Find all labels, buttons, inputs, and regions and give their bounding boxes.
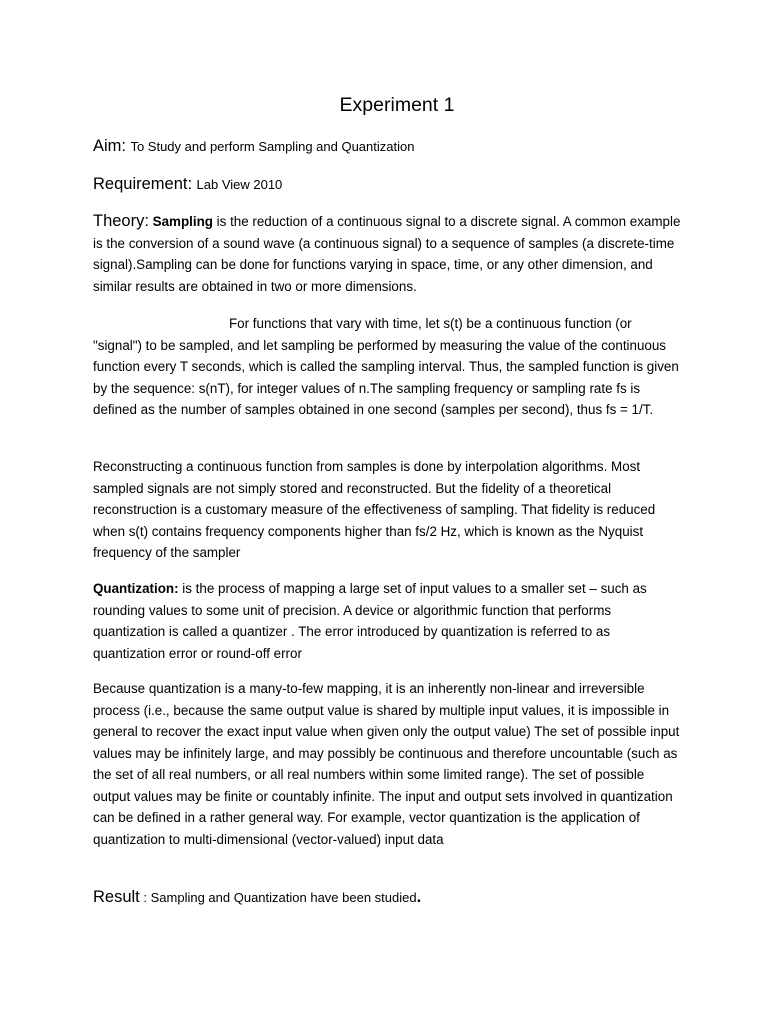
requirement-line [93,175,282,194]
theory-term: Sampling [152,214,213,229]
reconstruct-paragraph: Reconstructing a continuous function from samples is done by interpolation algorithms. Most sampled signals are not simply stored and reconstructed. But the fidelity of a theoretical reconstruction is a customary measure of the effectiveness of sampling. That fidelity is reduced when s(t) contains frequency components higher than fs/2 Hz, which is known as the Nyquist frequency of the sampler [93,459,656,560]
quantization-label: Quantization: [93,581,179,596]
aim-label: Aim: [93,137,126,155]
functions-paragraph [93,313,683,421]
quantization-paragraph [93,578,683,664]
quantization-text: is the process of mapping a large set of input values to a smaller set – such as rounding values to some unit of precision. A device or algorithmic function that performs quantization is called a quantizer . The error introduced by quantization is referred to as quantization error or round-off error [93,581,647,661]
result-separator: : [139,890,151,905]
functions-text: For functions that vary with time, let s(t) be a continuous function (or "signal") to be sampled, and let sampling be performed by measuring the value of the continuous function every T seconds, which is called the sampling interval. Thus, the sampled function is given by the sequence: s(nT), for integer values of n.The sampling frequency or sampling rate fs is defined as the number of samples obtained in one second (samples per second), thus fs = 1/T. [93,316,679,417]
theory-text: is the reduction of a continuous signal to a discrete signal. A common example is the conversion of a sound wave (a continuous signal) to a sequence of samples (a discrete-time signal).Sampling can be done for functions varying in space, time, or any other dimension, and similar results are obtained in two or more dimensions. [93,214,681,294]
result-end: . [416,888,422,906]
theory-paragraph [93,211,683,297]
theory-label: Theory: [93,212,149,230]
aim-text: To Study and perform Sampling and Quantization [130,139,415,154]
result-label: Result [93,888,140,906]
document-title: Experiment 1 [339,94,455,116]
result-text: Sampling and Quantization have been studied [150,890,417,905]
requirement-label: Requirement: [93,175,193,193]
requirement-text: Lab View 2010 [196,177,283,192]
aim-line [93,137,414,156]
result-line [93,888,421,907]
manytofew-paragraph: Because quantization is a many-to-few mapping, it is an inherently non-linear and irreversible process (i.e., because the same output value is shared by multiple input values, it is impossible in general to recover the exact input value when given only the output value) The set of possible input values may be infinitely large, and may possibly be continuous and therefore uncountable (such as the set of all real numbers, or all real numbers within some limited range). The set of possible output values may be finite or countably infinite. The input and output sets involved in quantization can be defined in a rather general way. For example, vector quantization is the application of quantization to multi-dimensional (vector-valued) input data [93,681,680,847]
